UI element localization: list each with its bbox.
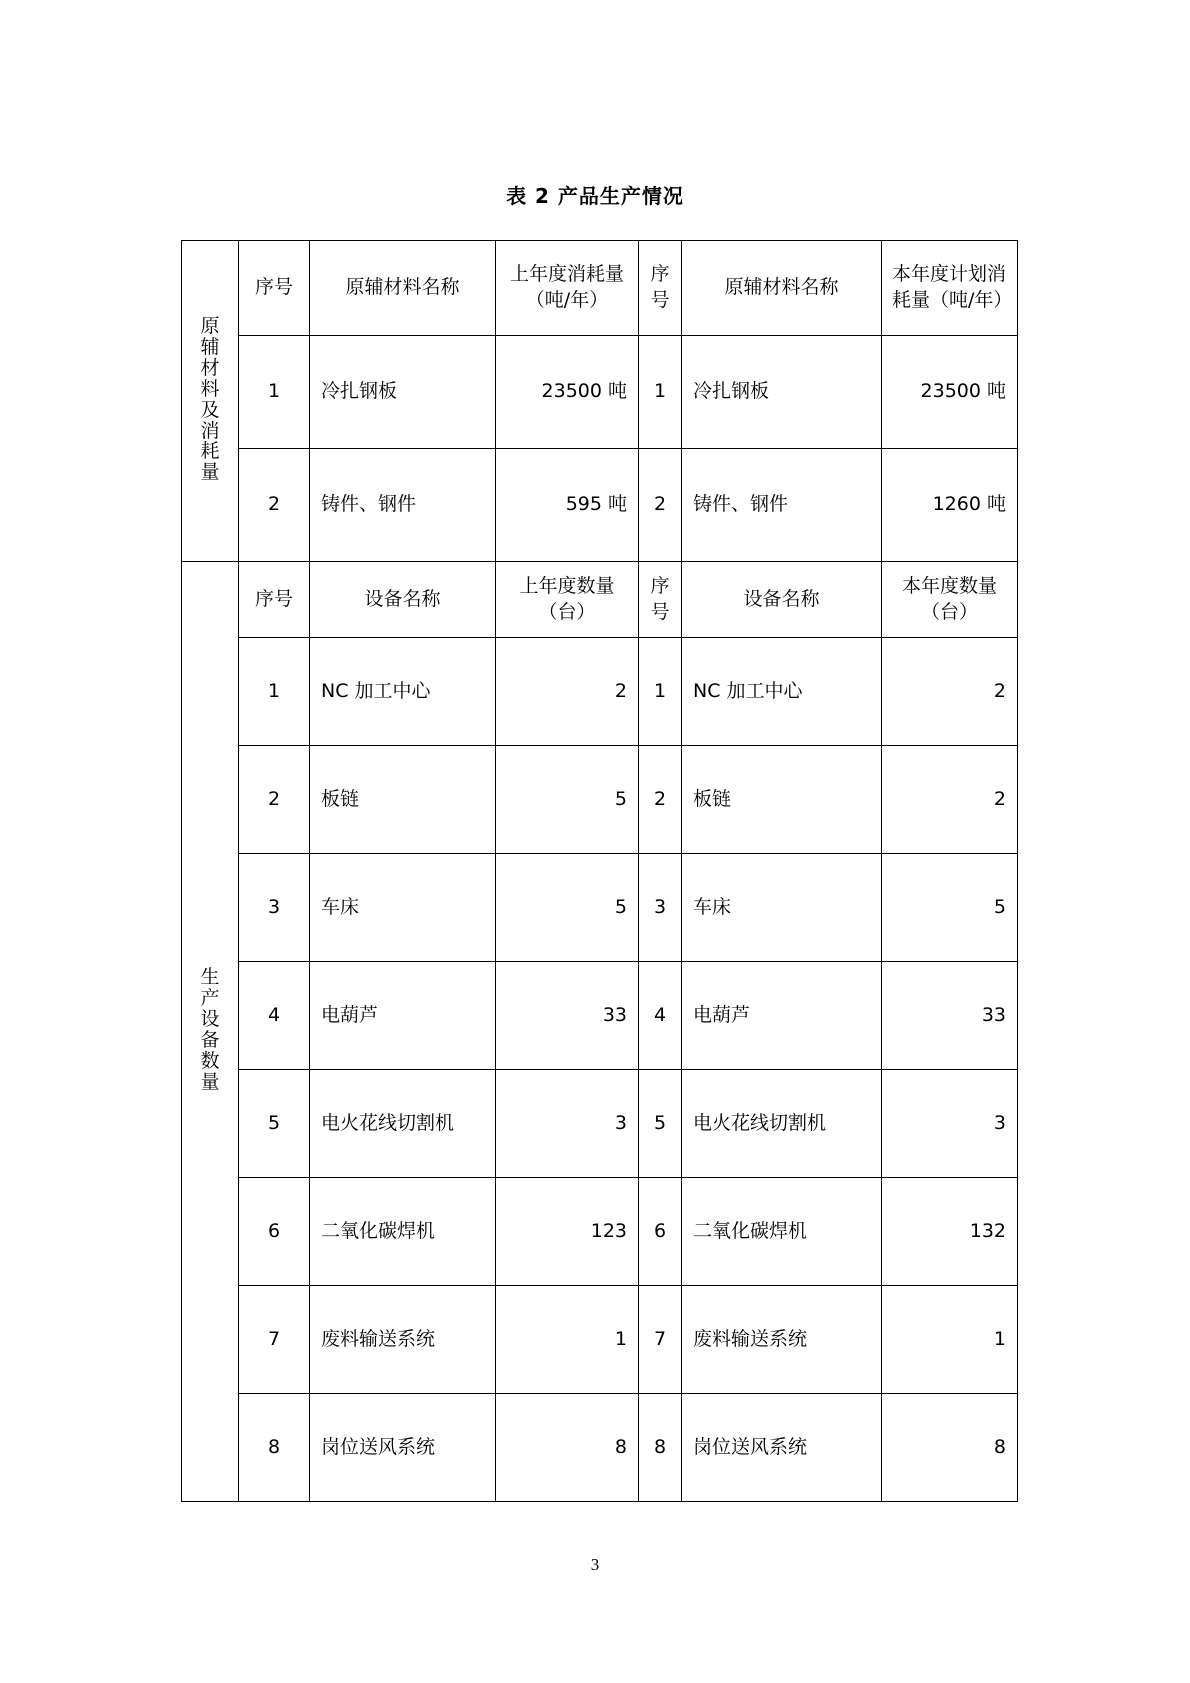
header-seq: 序号: [239, 562, 310, 638]
header-this-year-consumption: 本年度计划消耗量（吨/年）: [882, 241, 1018, 336]
header-seq: 序号: [639, 562, 682, 638]
table-row: 4 电葫芦 33 4 电葫芦 33: [182, 962, 1018, 1070]
table-row: 6 二氧化碳焊机 123 6 二氧化碳焊机 132: [182, 1178, 1018, 1286]
table-row: 7 废料输送系统 1 7 废料输送系统 1: [182, 1286, 1018, 1394]
table-title: 表 2 产品生产情况: [506, 184, 684, 208]
header-material-name: 原辅材料名称: [310, 241, 496, 336]
header-material-name: 原辅材料名称: [682, 241, 882, 336]
header-equipment-name: 设备名称: [310, 562, 496, 638]
header-seq: 序号: [639, 241, 682, 336]
table-row: 1 冷扎钢板 23500 吨 1 冷扎钢板 23500 吨: [182, 336, 1018, 449]
table-row: 5 电火花线切割机 3 5 电火花线切割机 3: [182, 1070, 1018, 1178]
table-row: 2 铸件、钢件 595 吨 2 铸件、钢件 1260 吨: [182, 449, 1018, 562]
table-row: 3 车床 5 3 车床 5: [182, 854, 1018, 962]
section-equipment-label: 生产设备数量: [182, 562, 239, 1502]
table-row: 8 岗位送风系统 8 8 岗位送风系统 8: [182, 1394, 1018, 1502]
header-this-year-count: 本年度数量（台）: [882, 562, 1018, 638]
header-last-year-consumption: 上年度消耗量（吨/年）: [496, 241, 639, 336]
table-row: 1 NC 加工中心 2 1 NC 加工中心 2: [182, 638, 1018, 746]
page-number: 3: [590, 1555, 600, 1574]
header-last-year-count: 上年度数量（台）: [496, 562, 639, 638]
header-seq: 序号: [239, 241, 310, 336]
table-row: 2 板链 5 2 板链 2: [182, 746, 1018, 854]
section-materials-label: 原辅材料及消耗量: [182, 241, 239, 562]
production-table: [181, 240, 1018, 1502]
header-equipment-name: 设备名称: [682, 562, 882, 638]
